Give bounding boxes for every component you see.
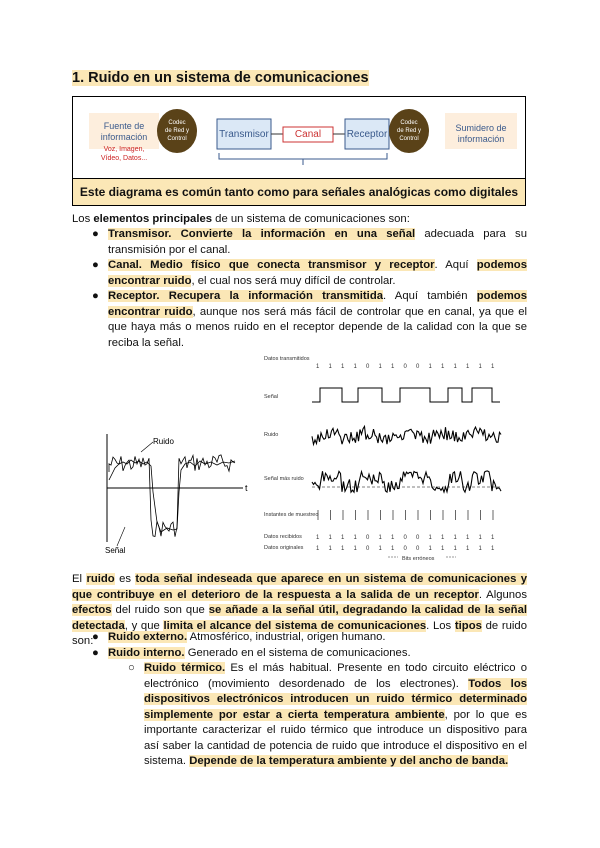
bit-value: 1 <box>453 535 457 541</box>
noise-definition: El ruido es toda señal indeseada que aparece en un sistema de comunicaciones y que contribuye en el deterioro de la respuesta a la salida de un receptor. Algunos efectos del ruido son que se añade a la señal útil, degradando la calidad de la señal detectada, y que limita el alcance del sistema de comunicaciones. Los tipos de ruido son: <box>72 573 528 647</box>
section-title: 1. Ruido en un sistema de comunicaciones <box>72 70 369 86</box>
noise-wave <box>312 426 501 444</box>
bit-value: 1 <box>491 364 495 370</box>
bit-value: 1 <box>441 535 445 541</box>
bit-value: 1 <box>491 546 495 552</box>
signal-pointer <box>117 527 125 546</box>
list-item: ● Receptor. Recupera la información transmitida. Aquí también podemos encontrar ruido, aunque nos será más fácil de controlar que en canal, ya que el que haya más o menos ruido en el receptor depende de la calidad con la que se reciba la señal. <box>92 290 527 349</box>
noise-types-list <box>72 630 527 661</box>
noise-pointer <box>141 442 153 452</box>
channel-label: Canal <box>294 129 322 140</box>
bit-value: 1 <box>378 364 382 370</box>
bit-value: 0 <box>403 364 407 370</box>
list-item: ● Ruido interno. Generado en el sistema de comunicaciones. <box>72 646 527 662</box>
bracket <box>219 153 387 159</box>
bit-value: 0 <box>403 546 407 552</box>
coding-left-label: Codec de Red y Control <box>164 120 189 142</box>
signal-plus-noise-wave <box>312 471 501 492</box>
bullet-icon: ● <box>92 290 99 302</box>
bit-value: 0 <box>416 364 420 370</box>
bullet-icon: ● <box>92 259 99 271</box>
bit-value: 1 <box>353 364 357 370</box>
bit-value: 1 <box>391 535 395 541</box>
bit-value: 0 <box>366 546 370 552</box>
time-label: t <box>245 483 248 493</box>
bit-value: 1 <box>428 364 432 370</box>
bit-value: 1 <box>453 546 457 552</box>
bullet-icon: ● <box>92 646 99 659</box>
noise-signal-figure <box>95 432 255 557</box>
noise-label: Ruido <box>153 437 174 446</box>
intro-text: Los elementos principales de un sistema de comunicaciones son: <box>72 213 410 225</box>
row-label: Instantes de muestreo <box>264 512 319 518</box>
list-item: ● Transmisor. Convierte la información en una señal adecuada para su transmisión por el canal. <box>92 228 527 256</box>
bit-value: 1 <box>391 364 395 370</box>
bit-value: 1 <box>441 546 445 552</box>
bit-value: 1 <box>428 546 432 552</box>
row-label: Datos transmitidos <box>264 356 310 362</box>
bit-value: 1 <box>316 535 320 541</box>
bit-value: 1 <box>441 364 445 370</box>
bit-value: 1 <box>478 364 482 370</box>
sub-bullet-icon: ○ <box>128 662 135 674</box>
list-item: ● Canal. Medio físico que conecta transmisor y receptor. Aquí podemos encontrar ruido, el cual nos será muy difícil de controlar. <box>92 259 527 287</box>
error-bits-label: Bits erróneos <box>402 556 435 562</box>
elements-list <box>72 227 527 351</box>
diagram-caption: Este diagrama es común tanto como para señales analógicas como digitales <box>73 178 525 205</box>
bit-value: 1 <box>316 364 320 370</box>
bit-value: 1 <box>341 364 345 370</box>
bit-value: 1 <box>478 535 482 541</box>
communication-diagram <box>72 96 526 206</box>
row-label: Datos originales <box>264 545 304 551</box>
bit-value: 1 <box>478 546 482 552</box>
bit-value: 1 <box>466 364 470 370</box>
bit-value: 1 <box>378 546 382 552</box>
receiver-label: Receptor <box>346 129 388 140</box>
bit-value: 1 <box>316 546 320 552</box>
coding-right-label: Codec de Red y Control <box>396 120 421 142</box>
bit-value: 0 <box>403 535 407 541</box>
source-sub-label: Voz, Imagen, Vídeo, Datos... <box>100 146 148 162</box>
bit-value: 1 <box>391 546 395 552</box>
row-label: Ruido <box>264 432 279 438</box>
signal-square-wave <box>312 388 500 402</box>
signal-curve <box>109 460 235 532</box>
bit-value: 1 <box>328 535 332 541</box>
bit-value: 0 <box>366 535 370 541</box>
bit-value: 1 <box>341 535 345 541</box>
bit-value: 1 <box>353 546 357 552</box>
signal-label: Señal <box>105 546 126 555</box>
row-label: Datos recibidos <box>264 534 302 540</box>
transmitter-label: Transmisor <box>219 129 269 140</box>
bullet-icon: ● <box>92 631 99 643</box>
bit-value: 1 <box>341 546 345 552</box>
row-label: Señal <box>264 394 279 400</box>
row-label: Señal más ruido <box>264 476 304 482</box>
source-label: Fuente de información <box>100 121 148 142</box>
bit-value: 1 <box>466 546 470 552</box>
bit-value: 1 <box>328 546 332 552</box>
internal-noise-list <box>72 661 527 770</box>
bit-value: 1 <box>378 535 382 541</box>
list-item: ● Ruido externo. Atmosférico, industrial, origen humano. <box>72 630 527 646</box>
sink-label: Sumidero de información <box>455 123 507 144</box>
bit-value: 1 <box>466 535 470 541</box>
bit-value: 0 <box>416 535 420 541</box>
digital-noise-figure <box>262 350 532 565</box>
bit-value: 1 <box>428 535 432 541</box>
list-item: ○ Ruido térmico. Es el más habitual. Presente en todo circuito eléctrico o electrónico (movimiento desordenado de los electrones). Todos los dispositivos electrónicos introducen un ruido térmico determinado simplemente por estar a cierta temperatura ambiente, por lo que es importante caracterizar el ruido térmico que introduce un dispositivo para así saber la cantidad de potencia de ruido que introduce el dispositivo en el sistema. Depende de la temperatura ambiente y del ancho de banda. <box>128 662 528 767</box>
bit-value: 1 <box>491 535 495 541</box>
bit-value: 0 <box>416 546 420 552</box>
noise-curve <box>109 455 235 537</box>
bit-value: 0 <box>366 364 370 370</box>
bullet-icon: ● <box>92 228 99 240</box>
bit-value: 1 <box>353 535 357 541</box>
bit-value: 1 <box>328 364 332 370</box>
bit-value: 1 <box>453 364 457 370</box>
